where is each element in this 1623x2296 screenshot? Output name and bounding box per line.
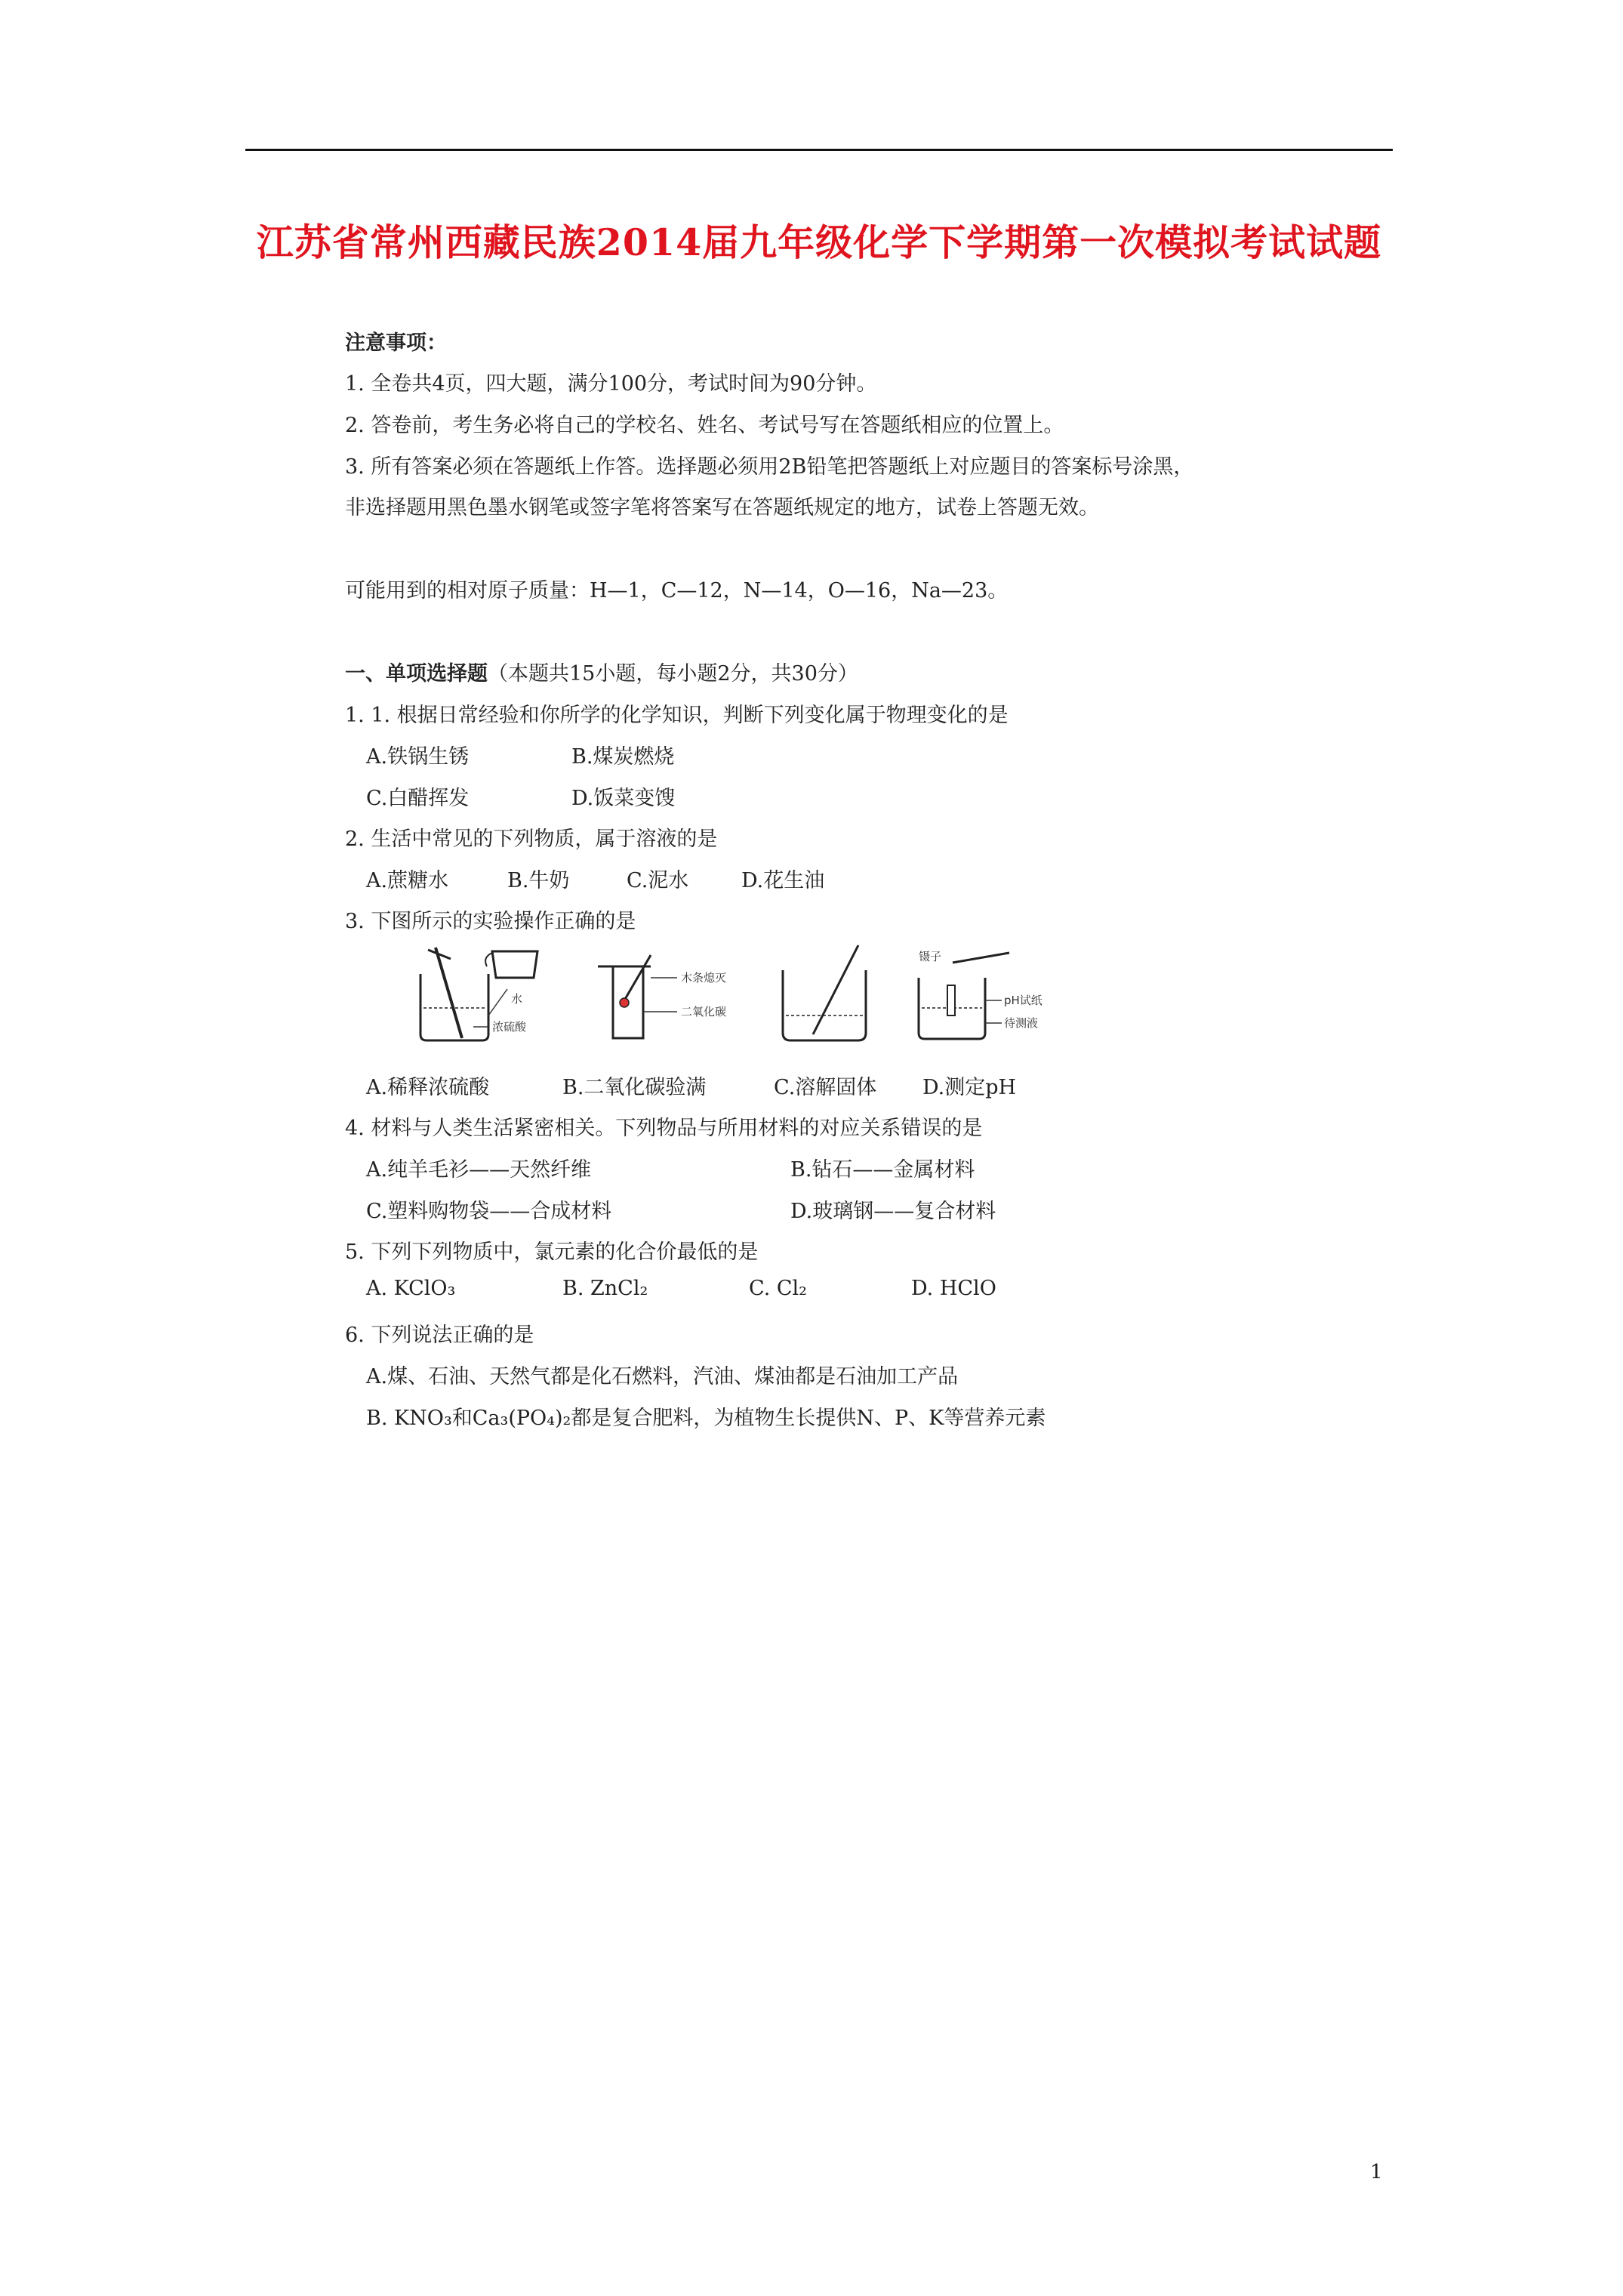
q5-option-a: A. KClO₃: [366, 1277, 456, 1300]
label-water: 水: [511, 992, 523, 1006]
atomic-masses: 可能用到的相对原子质量：H—1，C—12，N—14，O—16，Na—23。: [345, 579, 1009, 603]
notice-heading: 注意事项：: [345, 331, 447, 355]
notice-item-3: 3. 所有答案必须在答题纸上作答。选择题必须用2B铅笔把答题纸上对应题目的答案标号涂黑，: [345, 455, 1194, 479]
q5-option-d: D. HClO: [911, 1277, 996, 1300]
q4-option-d: D.玻璃钢——复合材料: [790, 1200, 996, 1223]
notice-item-1: 1. 全卷共4页，四大题，满分100分，考试时间为90分钟。: [345, 372, 877, 396]
figure-co2-test: [579, 944, 753, 1049]
q4-option-a: A.纯羊毛衫——天然纤维: [366, 1158, 592, 1182]
q1-option-c: C.白醋挥发: [366, 787, 470, 810]
q6-option-a: A.煤、石油、天然气都是化石燃料，汽油、煤油都是石油加工产品: [366, 1365, 959, 1388]
page-title: 江苏省常州西藏民族2014届九年级化学下学期第一次模拟考试试题: [256, 220, 1382, 264]
q5-option-b: B. ZnCl₂: [562, 1277, 648, 1300]
section-note: （本题共15小题，每小题2分，共30分）: [488, 662, 858, 686]
label-acid: 浓硫酸: [492, 1020, 527, 1034]
q4-option-c: C.塑料购物袋——合成材料: [366, 1200, 612, 1223]
q4-option-b: B.钻石——金属材料: [790, 1158, 975, 1182]
q2-option-a: A.蔗糖水: [366, 869, 449, 892]
page-number: 1: [1370, 2161, 1383, 2184]
figure-dilute-acid: [398, 944, 579, 1049]
figure-measure-ph: [904, 944, 1115, 1049]
section-title: 一、单项选择题: [345, 662, 488, 686]
q1-option-a: A.铁锅生锈: [366, 745, 470, 769]
q2-option-c: C.泥水: [627, 869, 689, 892]
label-co2: 二氧化碳: [681, 1005, 727, 1019]
notice-item-4: 非选择题用黑色墨水钢笔或签字笔将答案写在答题纸规定的地方，试卷上答题无效。: [345, 496, 1099, 519]
notice-item-2: 2. 答卷前，考生务必将自己的学校名、姓名、考试号写在答题纸相应的位置上。: [345, 414, 1064, 437]
q4-stem: 4. 材料与人类生活紧密相关。下列物品与所用材料的对应关系错误的是: [345, 1117, 983, 1140]
q5-option-c: C. Cl₂: [749, 1277, 807, 1300]
label-test-liquid: 待测液: [1004, 1016, 1039, 1030]
q3-figures: [345, 944, 1175, 1049]
section-heading: [345, 657, 858, 686]
q2-option-d: D.花生油: [741, 869, 825, 892]
label-tweezers: 镊子: [919, 950, 942, 963]
q1-option-b: B.煤炭燃烧: [571, 745, 675, 769]
q3-option-a: A.稀释浓硫酸: [366, 1076, 490, 1099]
label-ph-paper: pH试纸: [1004, 994, 1042, 1007]
q3-option-b: B.二氧化碳验满: [562, 1076, 707, 1099]
q5-stem: 5. 下列下列物质中，氯元素的化合价最低的是: [345, 1240, 759, 1264]
q3-option-d: D.测定pH: [922, 1076, 1017, 1099]
q6-stem: 6. 下列说法正确的是: [345, 1324, 534, 1347]
q6-option-b: B. KNO₃和Ca₃(PO₄)₂都是复合肥料，为植物生长提供N、P、K等营养元素: [366, 1407, 1046, 1430]
q1-option-d: D.饭菜变馊: [571, 787, 676, 810]
q1-stem: 1. 1. 根据日常经验和你所学的化学知识，判断下列变化属于物理变化的是: [345, 704, 1009, 727]
q3-stem: 3. 下图所示的实验操作正确的是: [345, 910, 636, 933]
q2-option-b: B.牛奶: [507, 869, 570, 892]
q2-stem: 2. 生活中常见的下列物质，属于溶液的是: [345, 827, 718, 851]
label-flame-out: 木条熄灭: [681, 971, 727, 985]
figure-dissolve-solid: [768, 944, 904, 1049]
q3-option-c: C.溶解固体: [774, 1076, 877, 1099]
header-rule: [245, 149, 1393, 151]
